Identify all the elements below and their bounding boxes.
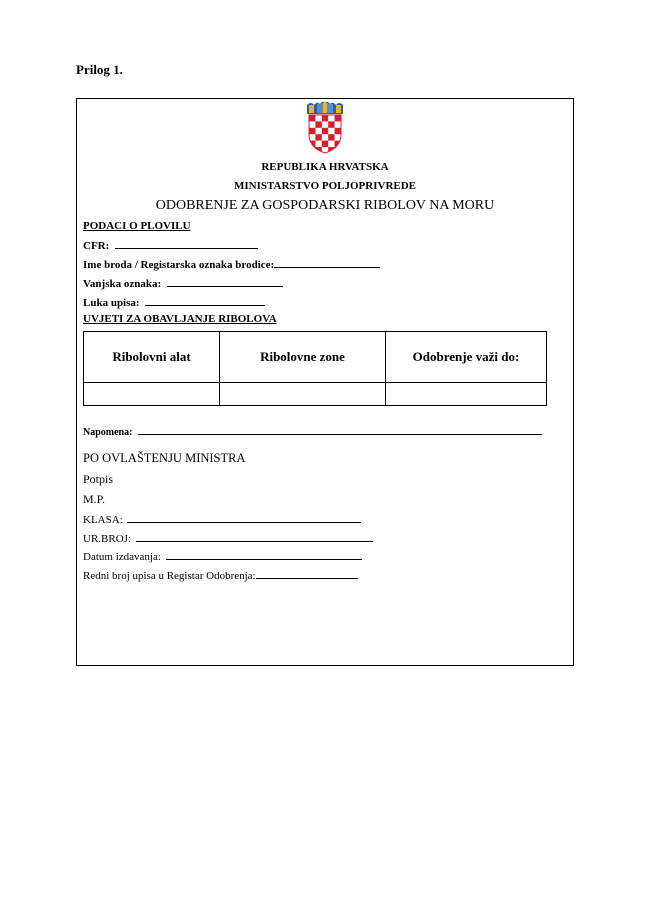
register-number-field: [83, 569, 358, 582]
port-field: [83, 296, 265, 309]
issue-date-field: [83, 550, 362, 563]
table-header-row: [84, 332, 547, 383]
class-field: [83, 513, 361, 526]
signature-label: Potpis: [83, 472, 114, 486]
note-label: Napomena:: [83, 427, 133, 438]
document-title: ODOBRENJE ZA GOSPODARSKI RIBOLOV NA MORU: [155, 198, 495, 213]
port-blank[interactable]: [145, 296, 265, 306]
external-mark-field: [83, 277, 283, 290]
fishing-zones-cell[interactable]: [220, 383, 386, 406]
vessel-section-heading: PODACI O PLOVILU: [83, 220, 191, 232]
fishing-gear-cell[interactable]: [84, 383, 220, 406]
country-name: REPUBLIKA HRVATSKA: [261, 161, 389, 173]
register-number-blank[interactable]: [256, 569, 358, 579]
note-field: [83, 426, 542, 438]
column-fishing-gear: Ribolovni alat: [84, 332, 220, 383]
external-mark-label: Vanjska oznaka:: [83, 278, 162, 290]
reference-blank[interactable]: [136, 532, 373, 542]
croatian-coat-of-arms-icon: [304, 100, 346, 154]
column-fishing-zones: Ribolovne zone: [220, 332, 386, 383]
issue-date-blank[interactable]: [166, 550, 362, 560]
issue-date-label: Datum izdavanja:: [83, 551, 161, 563]
valid-until-cell[interactable]: [386, 383, 547, 406]
cfr-blank[interactable]: [115, 239, 258, 249]
vessel-name-label: Ime broda / Registarska oznaka brodice:: [83, 259, 275, 271]
authority-line: PO OVLAŠTENJU MINISTRA: [83, 451, 246, 465]
annex-label: Prilog 1.: [76, 62, 123, 77]
vessel-name-blank[interactable]: [274, 258, 380, 268]
conditions-section-heading: UVJETI ZA OBAVLJANJE RIBOLOVA: [83, 313, 277, 325]
crown-icon: [307, 102, 343, 114]
class-label: KLASA:: [83, 514, 123, 526]
reference-field: [83, 532, 373, 545]
seal-label: M.P.: [83, 492, 106, 506]
port-label: Luka upisa:: [83, 297, 140, 309]
conditions-table: [83, 331, 547, 406]
table-row: [84, 383, 547, 406]
checkerboard-shield: [309, 115, 341, 154]
class-blank[interactable]: [127, 513, 361, 523]
note-blank[interactable]: [138, 426, 542, 435]
external-mark-blank[interactable]: [167, 277, 283, 287]
cfr-field: [83, 239, 258, 252]
vessel-name-field: [83, 258, 380, 271]
reference-label: UR.BROJ:: [83, 533, 131, 545]
register-number-label: Redni broj upisa u Registar Odobrenja:: [83, 570, 256, 582]
column-valid-until: Odobrenje važi do:: [386, 332, 547, 383]
ministry-name: MINISTARSTVO POLJOPRIVREDE: [233, 180, 416, 192]
cfr-label: CFR:: [83, 240, 110, 252]
